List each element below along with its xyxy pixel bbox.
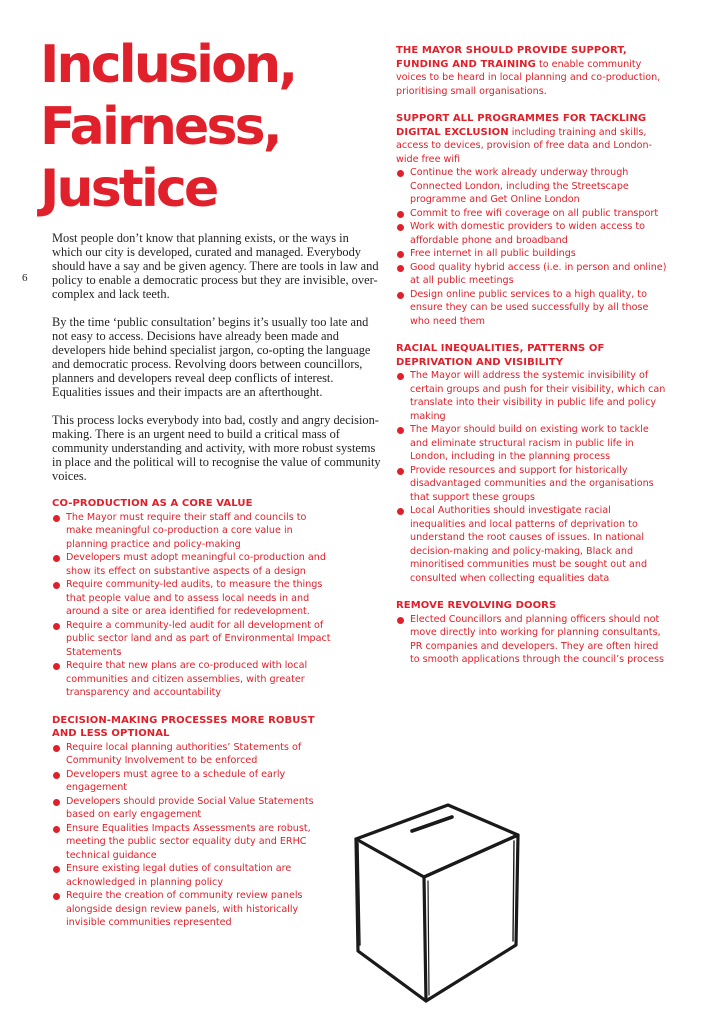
- page-title: [40, 34, 295, 220]
- list-item: Developers must agree to a schedule of early engagement: [52, 768, 332, 795]
- section-heading: SUPPORT ALL PROGRAMMES FOR TACKLING DIGITAL EXCLUSION: [396, 113, 647, 138]
- section-lead: including training and skills, access to devices, provision of free data and London-wide free wifi: [396, 126, 653, 165]
- list-item: Design online public services to a high quality, to ensure they can be used successfully by all those who need them: [396, 288, 668, 329]
- right-column: [396, 44, 668, 681]
- section-mayor-support: [396, 44, 668, 98]
- section-paragraph: [396, 112, 668, 166]
- section-co-production: [52, 497, 332, 700]
- list-item: Developers must adopt meaningful co-production and show its effect on substantive aspects of a design: [52, 551, 332, 578]
- list-item: Require the creation of community review panels alongside design review panels, with historically invisible communities represented: [52, 889, 332, 930]
- left-column: [52, 497, 332, 944]
- list-item: Ensure existing legal duties of consultation are acknowledged in planning policy: [52, 862, 332, 889]
- list-item: The Mayor will address the systemic invisibility of certain groups and push for their visibility, which can translate into their visibility in public life and policy making: [396, 369, 668, 423]
- bullet-list: [396, 166, 668, 328]
- list-item: Continue the work already underway through Connected London, including the Streetscape programme and Get Online London: [396, 166, 668, 207]
- section-racial-inequalities: [396, 342, 668, 585]
- list-item: Require community-led audits, to measure the things that people value and to assess local needs in and around a site or area identified for redevelopment.: [52, 578, 332, 619]
- list-item: The Mayor should build on existing work to tackle and eliminate structural racism in public life in London, including in the planning process: [396, 423, 668, 464]
- list-item: The Mayor must require their staff and councils to make meaningful co-production a core value in planning practice and policy-making: [52, 511, 332, 552]
- section-heading: DECISION-MAKING PROCESSES MORE ROBUST AND LESS OPTIONAL: [52, 714, 315, 739]
- list-item: Provide resources and support for historically disadvantaged communities and the organisations that support these groups: [396, 464, 668, 505]
- title-line: Justice: [40, 159, 217, 219]
- bullet-list: [52, 511, 332, 700]
- list-item: Elected Councillors and planning officers should not move directly into working for planning consultants, PR companies and developers. They are often hired to smooth applications through the council’s process: [396, 613, 668, 667]
- title-line: Fairness,: [40, 97, 280, 157]
- intro-text: [52, 231, 382, 497]
- list-item: Require that new plans are co-produced with local communities and citizen assemblies, with greater transparency and accountability: [52, 659, 332, 700]
- section-heading: RACIAL INEQUALITIES, PATTERNS OF DEPRIVATION AND VISIBILITY: [396, 343, 605, 368]
- section-heading: THE MAYOR SHOULD PROVIDE SUPPORT, FUNDING AND TRAINING: [396, 45, 627, 70]
- title-line: Inclusion,: [40, 35, 296, 95]
- bullet-list: [52, 741, 332, 930]
- bullet-list: [396, 369, 668, 585]
- list-item: Developers should provide Social Value Statements based on early engagement: [52, 795, 332, 822]
- section-heading: CO-PRODUCTION AS A CORE VALUE: [52, 498, 253, 509]
- list-item: Good quality hybrid access (i.e. in person and online) at all public meetings: [396, 261, 668, 288]
- list-item: Ensure Equalities Impacts Assessments are robust, meeting the public sector equality duty and ERHC technical guidance: [52, 822, 332, 863]
- section-paragraph: [396, 44, 668, 98]
- list-item: Commit to free wifi coverage on all public transport: [396, 207, 668, 221]
- section-lead: to enable community voices to be heard in local planning and co-production, prioritising small organisations.: [396, 58, 661, 97]
- intro-paragraph: This process locks everybody into bad, costly and angry decision-making. There is an urgent need to build a critical mass of community understanding and activity, with more robust systems in place and the political will to recognise the value of community voices.: [52, 413, 381, 483]
- section-digital-exclusion: [396, 112, 668, 328]
- list-item: Require a community-led audit for all development of public sector land and as part of Environmental Impact Statements: [52, 619, 332, 660]
- bullet-list: [396, 613, 668, 667]
- intro-paragraph: By the time ‘public consultation’ begins it’s usually too late and not easy to access. Decisions have already been made and developers hide behind specialist jargon, co-opting the language and democratic process. Revolving doors between councillors, planners and developers reveal deep conflicts of interest. Equalities issues and their impacts are an afterthought.: [52, 315, 371, 399]
- ballot-box-icon: [346, 795, 528, 1010]
- list-item: Local Authorities should investigate racial inequalities and local patterns of deprivation to understand the root causes of issues. In national decision-making and policy-making, Black and minoritised communities must be sought out and consulted when collecting equalities data: [396, 504, 668, 585]
- list-item: Work with domestic providers to widen access to affordable phone and broadband: [396, 220, 668, 247]
- page-number: 6: [22, 272, 28, 284]
- section-revolving-doors: [396, 599, 668, 667]
- section-heading: REMOVE REVOLVING DOORS: [396, 600, 557, 611]
- intro-paragraph: Most people don’t know that planning exists, or the ways in which our city is developed, curated and managed. Everybody should have a say and be given agency. There are tools in law and policy to enable a democratic process but they are invisible, over-complex and lack teeth.: [52, 231, 379, 301]
- list-item: Require local planning authorities’ Statements of Community Involvement to be enforced: [52, 741, 332, 768]
- list-item: Free internet in all public buildings: [396, 247, 668, 261]
- section-decision-making: [52, 714, 332, 930]
